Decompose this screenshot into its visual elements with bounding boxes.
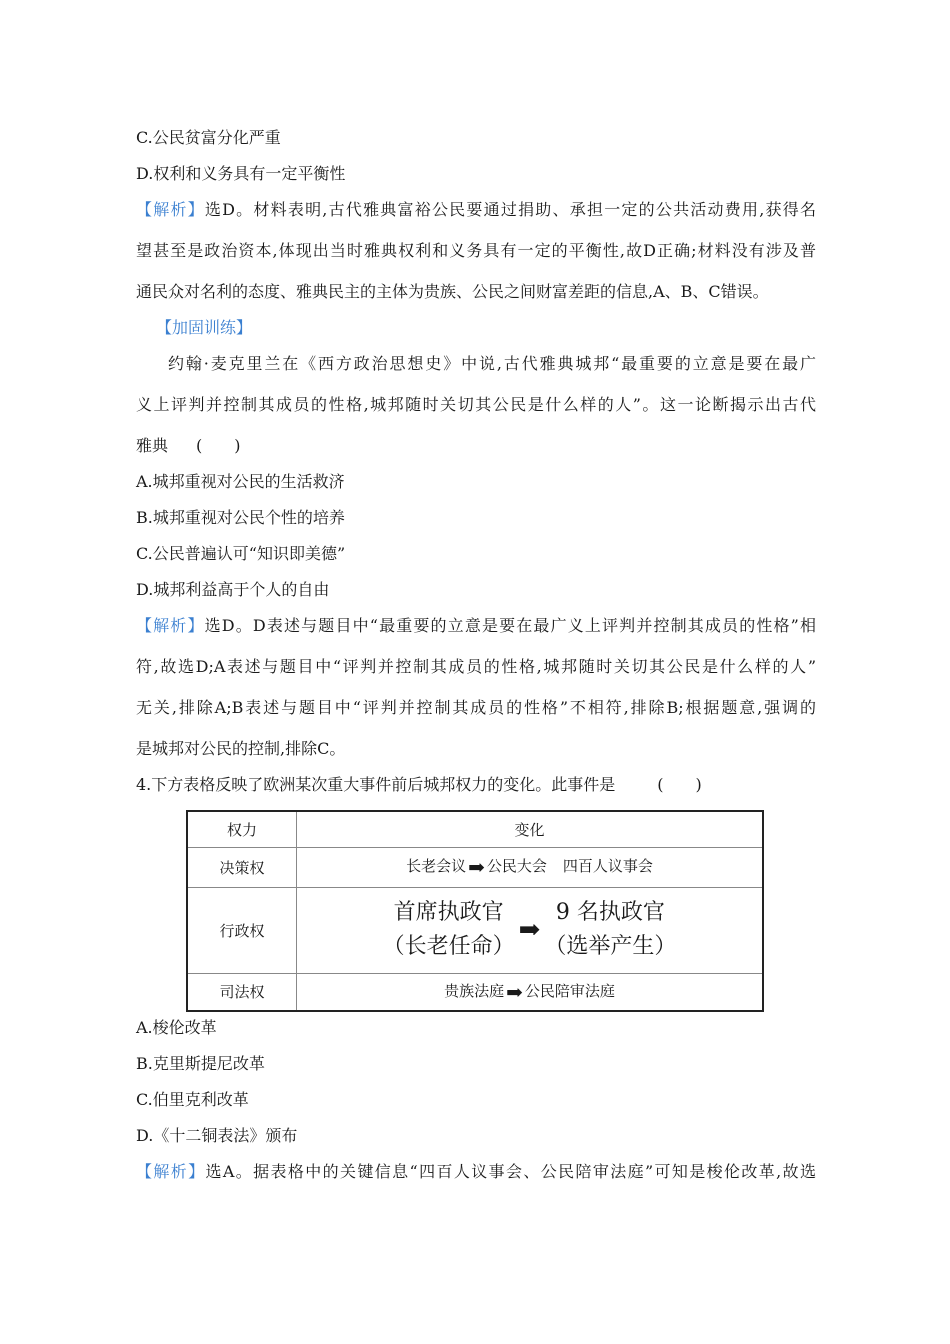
analysis-line: 符,故选D;A表述与题目中“评判并控制其成员的性格,城邦随时关切其公民是什么样的人”: [136, 657, 816, 676]
cell-power: 决策权: [187, 847, 297, 887]
option-d: D.权利和义务具有一定平衡性: [136, 164, 346, 183]
question-stem-line: 义上评判并控制其成员的性格,城邦随时关切其公民是什么样的人”。这一论断揭示出古代: [136, 395, 816, 414]
option-b: B.克里斯提尼改革: [136, 1054, 265, 1073]
header-power: 权力: [187, 811, 297, 847]
option-c: C.公民普遍认可“知识即美德”: [136, 544, 346, 563]
analysis-line: 【解析】选D。材料表明,古代雅典富裕公民要通过捐助、承担一定的公共活动费用,获得名: [136, 200, 816, 219]
analysis-line: 【解析】选A。据表格中的关键信息“四百人议事会、公民陪审法庭”可知是梭伦改革,故选: [136, 1162, 816, 1181]
cell-change: 长老会议 ➡ 公民大会 四百人议事会: [297, 847, 764, 887]
before-block: 首席执政官 （长老任命）: [382, 900, 515, 959]
option-d: D.城邦利益高于个人的自由: [136, 580, 330, 599]
option-d: D.《十二铜表法》颁布: [136, 1126, 298, 1145]
option-a: A.梭伦改革: [136, 1018, 217, 1037]
table-row: [187, 973, 763, 1011]
analysis-line: 【解析】选D。D表述与题目中“最重要的立意是要在最广义上评判并控制其成员的性格”相: [136, 616, 816, 635]
arrow-right-icon: ➡: [518, 915, 541, 945]
after-block: 9 名执政官 （选举产生）: [544, 900, 677, 959]
table-row: [187, 887, 763, 973]
answer-paren: ( ): [657, 775, 702, 794]
table-header-row: [187, 811, 763, 847]
analysis-tag: 【解析】: [136, 616, 205, 635]
analysis-tag: 【解析】: [136, 1162, 206, 1181]
analysis-line: 望甚至是政治资本,体现出当时雅典权利和义务具有一定的平衡性,故D正确;材料没有涉及普: [136, 241, 816, 260]
power-change-table: [186, 810, 764, 1012]
option-a: A.城邦重视对公民的生活救济: [136, 472, 345, 491]
option-b: B.城邦重视对公民个性的培养: [136, 508, 345, 527]
cell-change: [297, 887, 764, 973]
cell-change: 贵族法庭 ➡ 公民陪审法庭: [297, 973, 764, 1011]
cell-power: 行政权: [187, 887, 297, 973]
analysis-line: 是城邦对公民的控制,排除C。: [136, 739, 346, 758]
reinforce-heading: 【加固训练】: [156, 318, 253, 337]
header-change: 变化: [297, 811, 764, 847]
answer-paren: ( ): [196, 436, 241, 455]
option-c: C.公民贫富分化严重: [136, 128, 281, 147]
analysis-line: 无关,排除A;B表述与题目中“评判并控制其成员的性格”不相符,排除B;根据题意,强调的: [136, 698, 816, 717]
question-stem: 4.下方表格反映了欧洲某次重大事件前后城邦权力的变化。此事件是 ( ): [136, 775, 702, 794]
arrow-right-icon: ➡: [468, 855, 485, 879]
question-stem-line: 约翰·麦克里兰在《西方政治思想史》中说,古代雅典城邦“最重要的立意是要在最广: [168, 354, 816, 373]
arrow-right-icon: ➡: [506, 979, 523, 1004]
question-stem-line: 雅典 ( ): [136, 436, 241, 455]
analysis-tag: 【解析】: [136, 200, 205, 219]
cell-power: 司法权: [187, 973, 297, 1011]
analysis-line: 通民众对名利的态度、雅典民主的主体为贵族、公民之间财富差距的信息,A、B、C错误。: [136, 282, 769, 301]
table-row: [187, 847, 763, 887]
option-c: C.伯里克利改革: [136, 1090, 249, 1109]
